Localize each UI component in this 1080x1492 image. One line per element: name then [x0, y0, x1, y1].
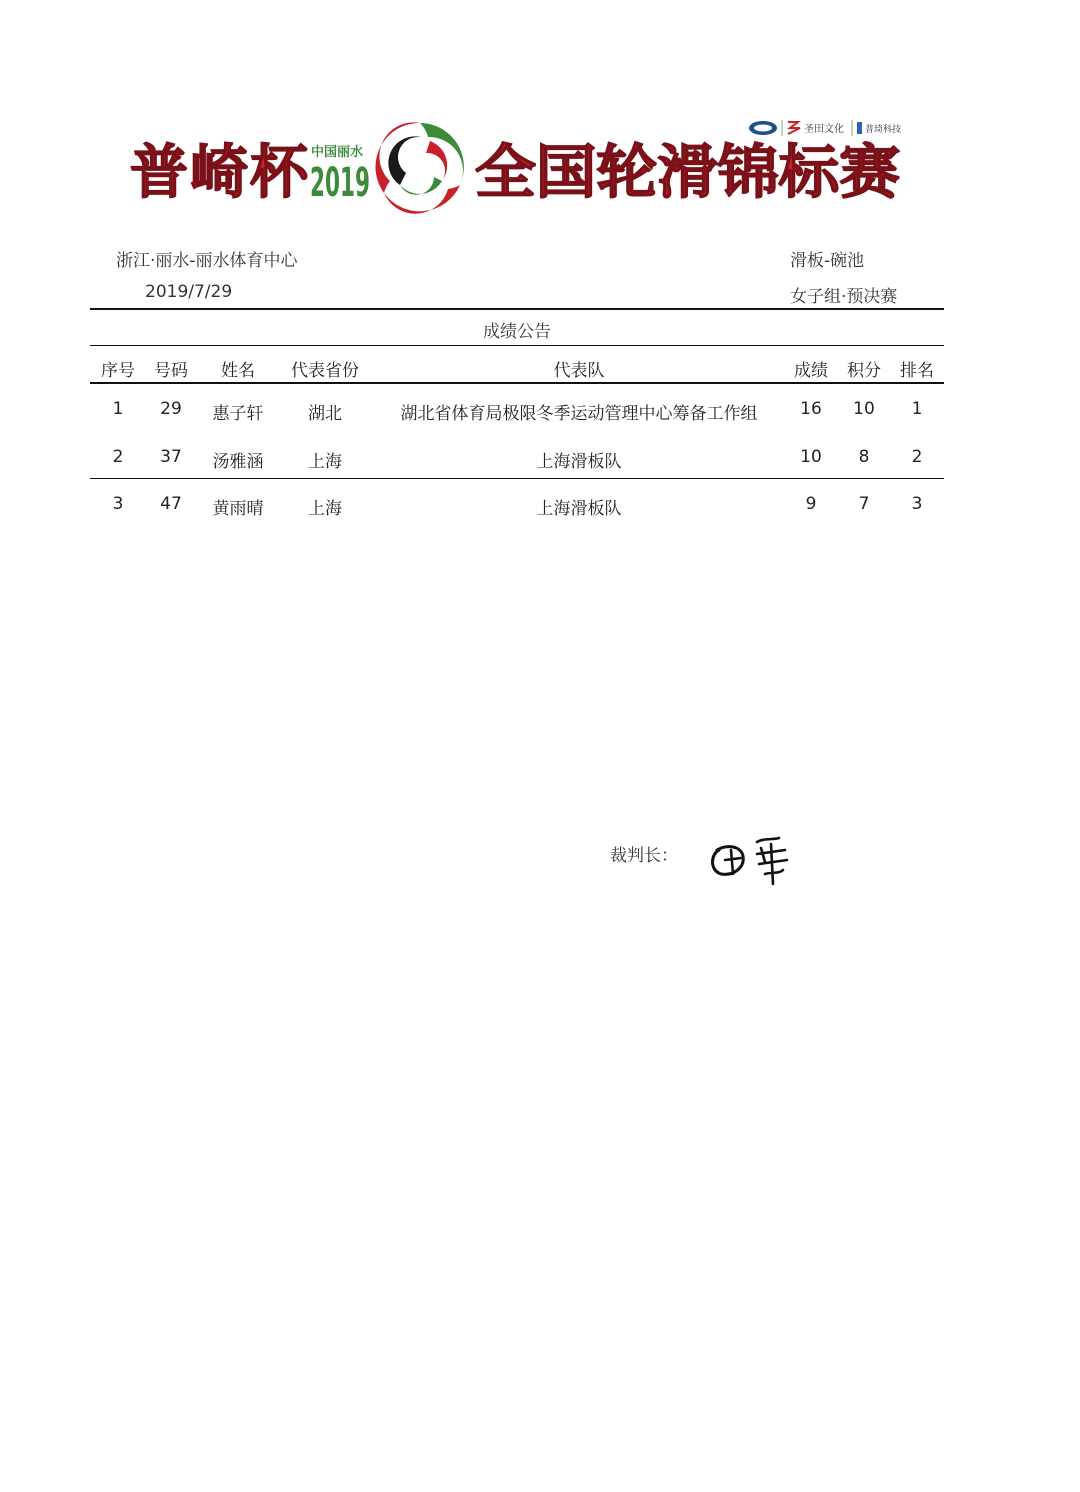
sponsor-1-text: 圣田文化 [804, 124, 844, 135]
row-score: 10 [800, 447, 822, 467]
row-team: 湖北省体育局极限冬季运动管理中心筹备工作组 [400, 404, 758, 424]
referee-label: 裁判长： [610, 846, 678, 866]
event-label: 滑板-碗池 [790, 251, 865, 271]
header-rank: 排名 [900, 361, 934, 381]
location-tag-text: 中国丽水 [311, 145, 364, 160]
row-score: 16 [800, 399, 822, 419]
row-number: 29 [160, 399, 182, 419]
row-name: 黄雨晴 [212, 499, 264, 519]
referee-signature [705, 832, 805, 892]
row-province: 上海 [308, 499, 342, 519]
row-points: 7 [858, 494, 870, 514]
header-seq: 序号 [101, 361, 135, 381]
divider-top [90, 308, 944, 310]
row-points: 8 [858, 447, 870, 467]
row-seq: 3 [112, 494, 124, 514]
header-province: 代表省份 [291, 361, 359, 381]
section-title: 成绩公告 [483, 322, 551, 342]
row-team: 上海滑板队 [536, 452, 622, 472]
sponsor-logos [749, 120, 901, 136]
row-rank: 1 [911, 399, 923, 419]
row-score: 9 [805, 494, 817, 514]
venue-label: 浙江·丽水-丽水体育中心 [116, 251, 298, 271]
header-number: 号码 [154, 361, 188, 381]
row-number: 47 [160, 494, 182, 514]
divider-header-bottom [90, 382, 944, 384]
date-label: 2019/7/29 [145, 282, 233, 302]
row-seq: 2 [112, 447, 124, 467]
row-seq: 1 [112, 399, 124, 419]
header-score: 成绩 [794, 361, 828, 381]
header-team: 代表队 [553, 361, 605, 381]
row-number: 37 [160, 447, 182, 467]
cup-name-text: 普崎杯 [130, 138, 311, 206]
sponsor-2-text: 普琦科技 [865, 125, 902, 135]
row-name: 惠子轩 [212, 404, 264, 424]
row-province: 湖北 [308, 404, 342, 424]
header-name: 姓名 [221, 361, 255, 381]
row-rank: 3 [911, 494, 923, 514]
row-province: 上海 [308, 452, 342, 472]
championship-title-text: 全国轮滑锦标赛 [475, 138, 900, 206]
group-label: 女子组·预决赛 [790, 287, 898, 307]
year-text: 2019 [310, 160, 370, 206]
swirl-emblem-icon [374, 121, 466, 214]
row-points: 10 [853, 399, 875, 419]
row-team: 上海滑板队 [536, 499, 622, 519]
divider-header-top [90, 345, 944, 346]
divider-row [90, 478, 944, 479]
header-points: 积分 [847, 361, 881, 381]
row-name: 汤雅涵 [212, 452, 264, 472]
row-rank: 2 [911, 447, 923, 467]
event-banner-logo [120, 112, 920, 222]
